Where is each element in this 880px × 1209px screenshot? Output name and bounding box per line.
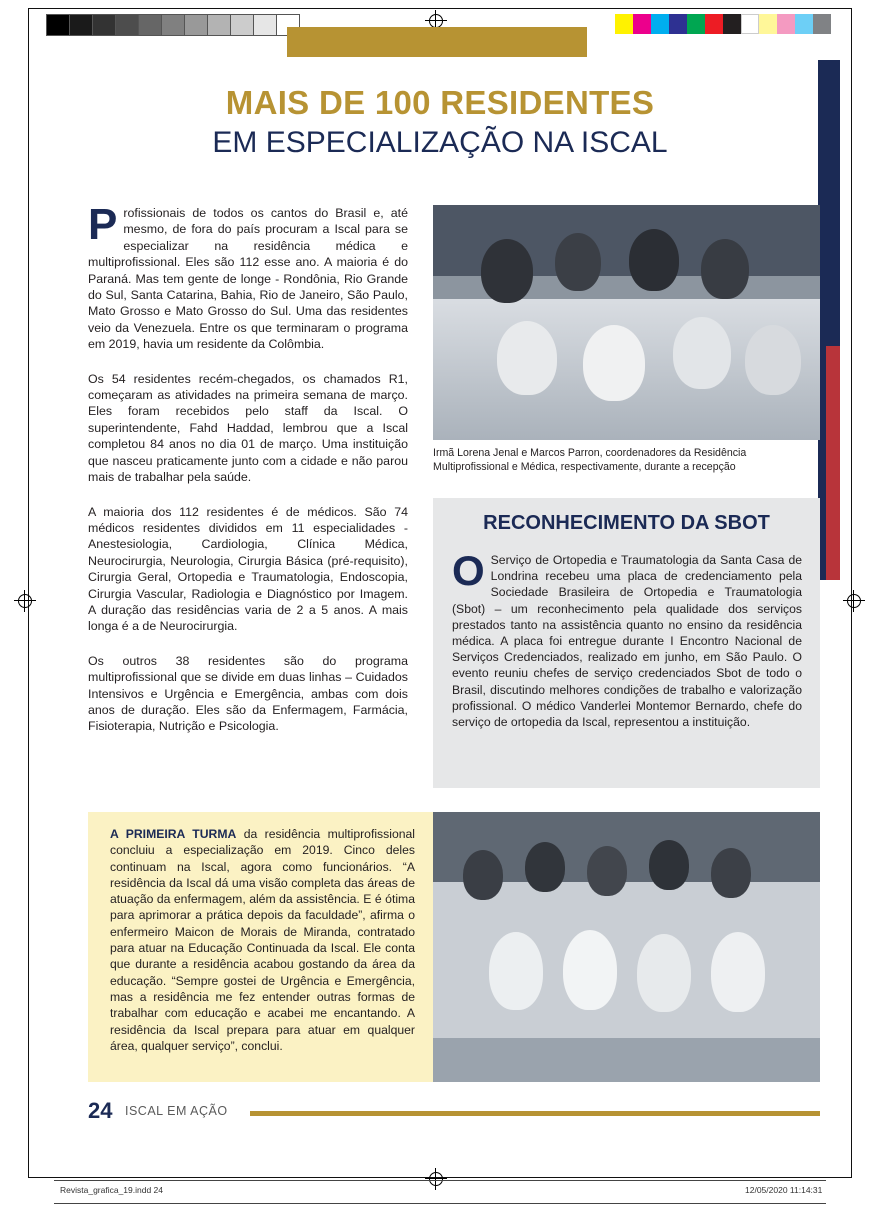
- page-subtitle: EM ESPECIALIZAÇÃO NA ISCAL: [212, 126, 668, 159]
- graduating-class-group-photo: [433, 812, 820, 1082]
- paragraph-text: rofissionais de todos os cantos do Brasil e, até mesmo, de fora do país procuram a Iscal para se especializar na residência médica e multiprofissional. Eles são 112 esse ano. A maioria é do Paraná. Mas tem gente de longe - Rondônia, Rio Grande do Sul, Santa Catarina, Bahia, Rio de Janeiro, São Paulo, Mato Grosso e Mato Grosso do Sul. Uma das residentes veio da Venezuela. Entre os que terminaram o programa em 2019, havia um residente da Colômbia.: [88, 206, 408, 352]
- drop-cap: O: [452, 547, 485, 594]
- paragraph-2: Os 54 residentes recém-chegados, os chamados R1, começaram as atividades na primeira semana de março. Eles foram recebidos pelo staff da Iscal. O superintendente, Fahd Haddad, lembrou que a Iscal completou 84 anos no dia 01 de março. Uma instituição que nasceu praticamente junto com a cidade e não parou mais de trabalhar pela saúde.: [88, 371, 408, 485]
- page-title: MAIS DE 100 RESIDENTES: [225, 84, 655, 121]
- highlight-lead: A PRIMEIRA TURMA: [110, 827, 237, 841]
- paragraph-3: A maioria dos 112 residentes é de médicos. São 74 médicos residentes divididos em 11 especialidades - Anestesiologia, Cardiologia, Clínica Médica, Neurocirurgia, Neurologia, Cirurgia Básica (pré-requisito), Cirurgia Geral, Ortopedia e Traumatologia, Endoscopia, Cirurgia Vascular, Radiologia e Diagnóstico por Imagem. A duração das residências varia de 2 a 5 anos. A mais longa é a de Neurocirurgia.: [88, 504, 408, 634]
- page-number: 24: [88, 1098, 113, 1123]
- slug-timestamp: 12/05/2020 11:14:31: [745, 1185, 823, 1195]
- sbot-title: RECONHECIMENTO DA SBOT: [483, 512, 770, 534]
- registration-target-icon: [14, 590, 36, 612]
- footer-rule: [250, 1111, 820, 1116]
- color-calibration-bar: [615, 14, 831, 34]
- highlight-text: [110, 826, 415, 1054]
- article-body: [88, 200, 408, 753]
- residents-reception-photo: [433, 205, 820, 440]
- sbot-paragraph: Serviço de Ortopedia e Traumatologia da Santa Casa de Londrina recebeu uma placa de credenciamento pela Sociedade Brasileira de Ortopedia e Traumatologia (Sbot) – um reconhecimento pela qualidade dos serviços prestados tanto na assistência quanto no ensino da residência médica. A placa foi entregue durante I Encontro Nacional de Serviços Credenciados, realizado em junho, em São Paulo. O evento reuniu chefes de serviço credenciados Sbot de todo o Brasil, discutindo melhores condições de trabalho e valorização profissional. O médico Vanderlei Montemor Bernardo, chefe do serviço de ortopedia da Iscal, representou a instituição.: [452, 553, 802, 730]
- highlight-body: da residência multiprofissional concluiu a especialização em 2019. Cinco deles continuam na Iscal, agora como funcionários. “A residência da Iscal dá uma visão completa das áreas de atuação da enfermagem, além da assistência. E é ótima para aprimorar a prática depois da faculdade”, afirma o enfermeiro Maicon de Morais de Miranda, contratado para atuar na Educação Continuada da Iscal. Ele conta que durante a residência acabou gostando da área da educação. “Sempre gostei de Urgência e Emergência, mas a residência me fez entender outras formas de trabalhar com educação e acabei me encantando. A residência da Iscal prepara para atuar em qualquer área, qualquer serviço”, conclui.: [110, 827, 415, 1053]
- drop-cap: P: [88, 200, 118, 249]
- publication-name: ISCAL EM AÇÃO: [125, 1104, 228, 1118]
- slug-filename: Revista_grafica_19.indd 24: [60, 1185, 164, 1195]
- grayscale-calibration-bar: [46, 14, 300, 36]
- paragraph-1: [88, 200, 408, 353]
- registration-target-icon: [843, 590, 865, 612]
- sbot-text: [452, 547, 802, 730]
- side-strip-accent: [826, 60, 840, 580]
- header-gold-block: [287, 27, 587, 57]
- photo-caption: Irmã Lorena Jenal e Marcos Parron, coordenadores da Residência Multiprofissional e Médica, respectivamente, durante a recepção: [433, 447, 747, 473]
- paragraph-4: Os outros 38 residentes são do programa multiprofissional que se divide em duas linhas – Cuidados Intensivos e Urgência e Emergência, ambas com dois anos de duração. Eles são da Enfermagem, Farmácia, Fisioterapia, Nutrição e Psicologia.: [88, 653, 408, 734]
- print-slug-bar: [54, 1180, 826, 1204]
